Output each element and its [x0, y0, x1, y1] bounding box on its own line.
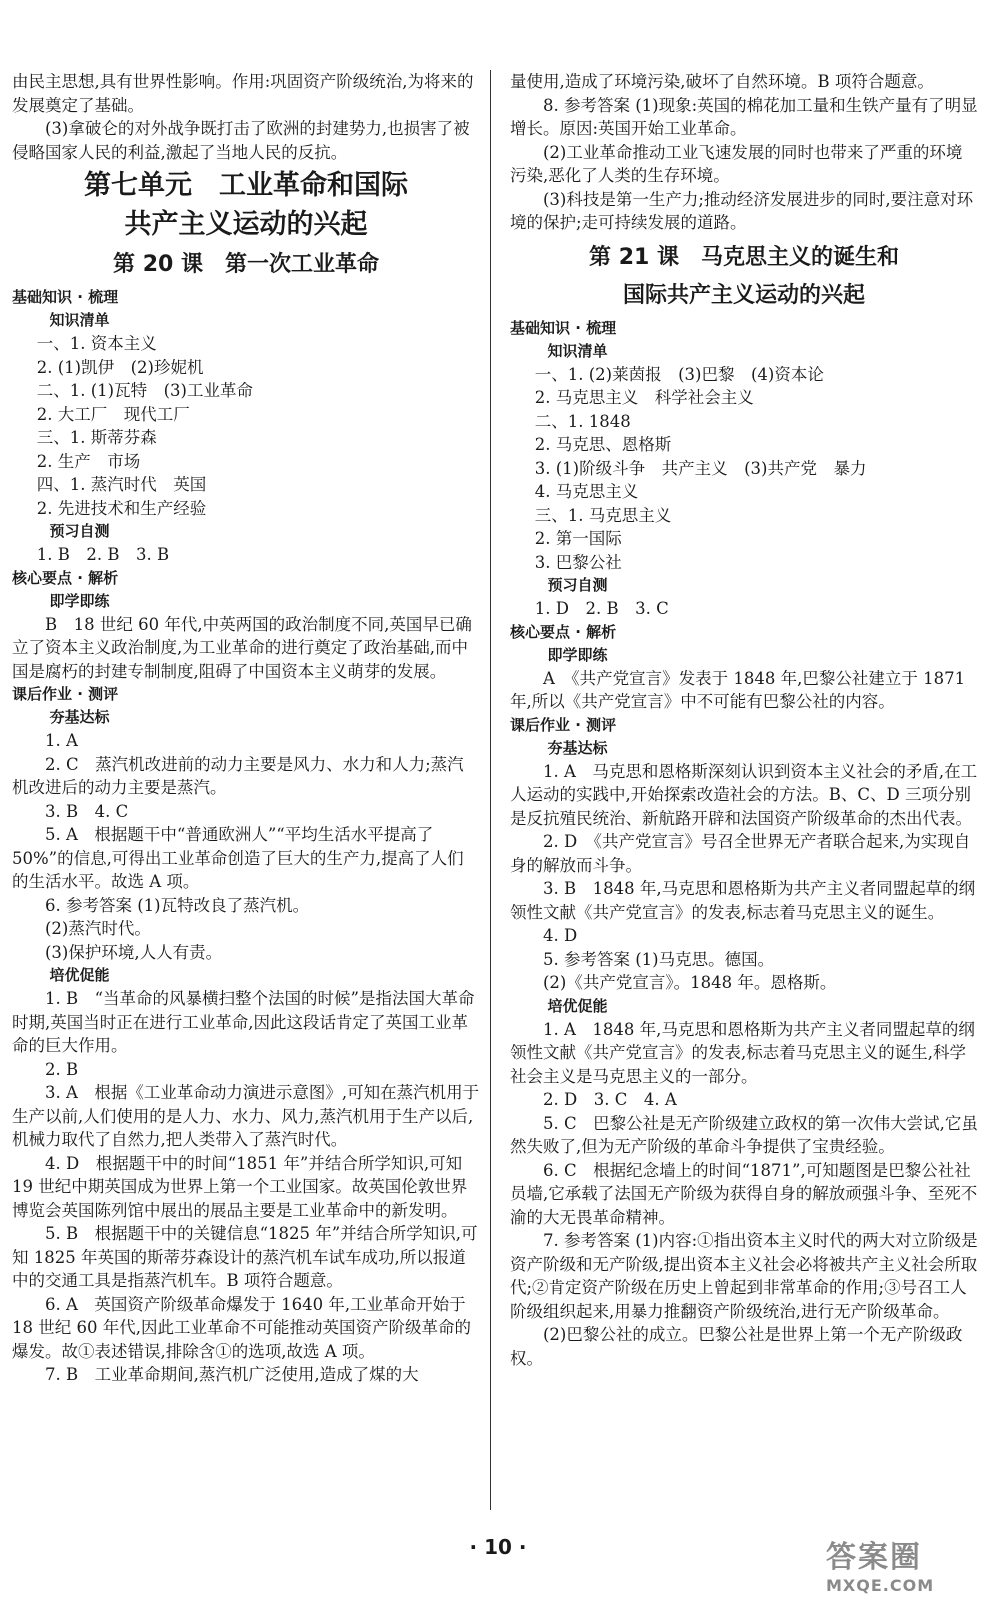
list-item: 二、1. (1)瓦特 (3)工业革命	[36, 381, 253, 400]
answer-paragraph: B 18 世纪 60 年代,中英两国的政治制度不同,英国早已确立了资本主义政治制度,为工业革命的进行奠定了政治基础,而中国是腐朽的封建专制制度,阻碍了中国资本主义萌芽的发展。	[12, 614, 472, 681]
list-item: 3. (1)阶级斗争 共产主义 (3)共产党 暴力	[534, 458, 867, 478]
answer-paragraph: 4. D 根据题干中的时间“1851 年”并结合所学知识,可知 19 世纪中期英国成为世界上第一个工业国家。故英国伦敦世界博览会英国陈列馆中展出的展品主要是工业革命中的新发明。	[12, 1153, 468, 1220]
answer-paragraph: (2)工业革命推动工业飞速发展的同时也带来了严重的环境污染,恶化了人类的生存环境。	[510, 142, 963, 185]
list-item: 1. B 2. B 3. B	[36, 545, 170, 564]
answer-paragraph: (3)拿破仑的对外战争既打击了欧洲的封建势力,也损害了被侵略国家人民的利益,激起了当地人民的反抗。	[12, 119, 470, 162]
subsection-heading: 培优促能	[49, 966, 110, 984]
unit-title: 共产主义运动的兴起	[124, 209, 368, 240]
list-item: 2. 生产 市场	[36, 451, 141, 471]
subsection-heading: 知识清单	[547, 341, 608, 360]
paragraph: 量使用,造成了环境污染,破坏了自然环境。B 项符合题意。	[510, 72, 934, 91]
answer-paragraph: 2. D 3. C 4. A	[543, 1090, 677, 1109]
answer-paragraph: 8. 参考答案 (1)现象:英国的棉花加工量和生铁产量有了明显增长。原因:英国开始工业革命。	[510, 95, 978, 138]
answer-paragraph: 5. B 根据题干中的关键信息“1825 年”并结合所学知识,可知 1825 年英国的斯蒂芬森设计的蒸汽机车试车成功,所以报道中的交通工具是指蒸汽机车。B 项符合题意。	[12, 1224, 478, 1290]
answer-paragraph: 1. A 马克思和恩格斯深刻认识到资本主义社会的矛盾,在工人运动的实践中,开始探索改造社会的方法。B、C、D 三项分别是反抗殖民统治、新航路开辟和法国资产阶级革命的杰出代表。	[510, 761, 978, 828]
right-column	[510, 70, 978, 1510]
section-heading: 基础知识 · 梳理	[510, 318, 617, 337]
subsection-heading: 培优促能	[547, 996, 608, 1015]
answer-paragraph: 6. 参考答案 (1)瓦特改良了蒸汽机。	[45, 895, 310, 915]
answer-paragraph: 3. B 1848 年,马克思和恩格斯为共产主义者同盟起草的纲领性文献《共产党宣言》的发表,标志着马克思主义的诞生。	[510, 879, 976, 922]
subsection-heading: 即学即练	[547, 645, 608, 664]
answer-paragraph: 5. 参考答案 (1)马克思。德国。	[543, 949, 775, 969]
answer-paragraph: 1. B “当革命的风暴横扫整个法国的时候”是指法国大革命时期,英国当时正在进行工业革命,因此这段话肯定了英国工业革命的巨大作用。	[12, 989, 475, 1055]
list-item: 三、1. 斯蒂芬森	[36, 428, 157, 447]
section-heading: 课后作业 · 测评	[12, 685, 119, 703]
subsection-heading: 预习自测	[547, 576, 608, 594]
answer-paragraph: (2)《共产党宣言》。1848 年。恩格斯。	[543, 973, 837, 992]
page-number: · 10 ·	[469, 1535, 527, 1559]
subsection-heading: 即学即练	[49, 591, 110, 610]
answer-paragraph: (2)蒸汽时代。	[45, 919, 151, 938]
subsection-heading: 夯基达标	[547, 738, 608, 757]
answer-paragraph: (2)巴黎公社的成立。巴黎公社是世界上第一个无产阶级政权。	[510, 1325, 963, 1368]
subsection-heading: 夯基达标	[49, 708, 110, 726]
answer-paragraph: (3)保护环境,人人有责。	[45, 942, 223, 962]
subsection-heading: 预习自测	[49, 522, 110, 540]
answer-paragraph: 5. A 根据题干中“普通欧洲人”“平均生活水平提高了 50%”的信息,可得出工业革命创造了巨大的生产力,提高了人们的生活水平。故选 A 项。	[12, 825, 464, 891]
left-column	[12, 70, 480, 1510]
section-heading: 基础知识 · 梳理	[12, 288, 119, 306]
list-item: 2. 马克思、恩格斯	[534, 435, 672, 454]
watermark-site-text: MXQE.COM	[826, 1576, 935, 1595]
answer-paragraph: 6. C 根据纪念墙上的时间“1871”,可知题图是巴黎公社社员墙,它承载了法国无产阶级为获得自身的解放顽强斗争、至死不渝的大无畏革命精神。	[510, 1160, 978, 1227]
answer-paragraph: 5. C 巴黎公社是无产阶级建立政权的第一次伟大尝试,它虽然失败了,但为无产阶级的革命斗争提供了宝贵经验。	[510, 1113, 978, 1156]
list-item: 一、1. 资本主义	[36, 334, 157, 353]
answer-paragraph: 2. C 蒸汽机改进前的动力主要是风力、水力和人力;蒸汽机改进后的动力主要是蒸汽。	[12, 754, 464, 797]
list-item: 4. 马克思主义	[534, 482, 639, 501]
list-item: 2. 第一国际	[534, 529, 622, 548]
answer-paragraph: 3. A 根据《工业革命动力演进示意图》,可知在蒸汽机用于生产以前,人们使用的是人力、水力、风力,蒸汽机用于生产以后,机械力取代了自然力,把人类带入了蒸汽时代。	[12, 1083, 480, 1149]
answer-paragraph: 2. B	[45, 1059, 79, 1079]
lesson-title: 第 20 课 第一次工业革命	[113, 252, 379, 277]
list-item: 2. 马克思主义 科学社会主义	[534, 388, 754, 407]
answer-paragraph: 1. A 1848 年,马克思和恩格斯为共产主义者同盟起草的纲领性文献《共产党宣言》的发表,标志着马克思主义的诞生,科学社会主义是马克思主义的一部分。	[510, 1019, 975, 1086]
section-heading: 核心要点 · 解析	[510, 622, 617, 641]
answer-paragraph: (3)科技是第一生产力;推动经济发展进步的同时,要注意对环境的保护;走可持续发展的道路。	[510, 189, 974, 232]
section-heading: 核心要点 · 解析	[12, 568, 119, 587]
list-item: 2. (1)凯伊 (2)珍妮机	[36, 357, 204, 377]
answer-paragraph: 1. A	[45, 731, 78, 750]
list-item: 2. 先进技术和生产经验	[36, 498, 207, 518]
answer-paragraph: A 《共产党宣言》发表于 1848 年,巴黎公社建立于 1871 年,所以《共产党宣言》中不可能有巴黎公社的内容。	[510, 668, 966, 711]
list-item: 2. 大工厂 现代工厂	[36, 404, 190, 424]
list-item: 二、1. 1848	[534, 411, 631, 431]
paragraph: 由民主思想,具有世界性影响。作用:巩固资产阶级统治,为将来的发展奠定了基础。	[12, 72, 474, 115]
answer-paragraph: 3. B 4. C	[45, 801, 129, 821]
list-item: 1. D 2. B 3. C	[534, 599, 669, 618]
answer-paragraph: 4. D	[543, 926, 578, 945]
answer-paragraph: 7. B 工业革命期间,蒸汽机广泛使用,造成了煤的大	[45, 1365, 419, 1384]
answer-paragraph: 6. A 英国资产阶级革命爆发于 1640 年,工业革命开始于 18 世纪 60 年代,因此工业革命不可能推动英国资产阶级革命的爆发。故①表述错误,排除含①的选项,故选 A 项。	[12, 1294, 471, 1361]
watermark-logo-text: 答案圈	[826, 1540, 922, 1575]
answer-paragraph: 2. D 《共产党宣言》号召全世界无产者联合起来,为实现自身的解放而斗争。	[510, 832, 971, 875]
answer-paragraph: 7. 参考答案 (1)内容:①指出资本主义时代的两大对立阶级是资产阶级和无产阶级,提出资本主义社会必将被共产主义社会所取代;②肯定资产阶级在历史上曾起到非常革命的作用;③号召工人阶级组织起来,用暴力推翻资产阶级统治,进行无产阶级革命。	[510, 1231, 978, 1321]
lesson-title: 国际共产主义运动的兴起	[622, 282, 865, 308]
section-heading: 课后作业 · 测评	[510, 715, 617, 734]
list-item: 3. 巴黎公社	[534, 552, 622, 572]
unit-title: 第七单元 工业革命和国际	[84, 170, 408, 201]
list-item: 四、1. 蒸汽时代 英国	[36, 475, 207, 494]
lesson-title: 第 21 课 马克思主义的诞生和	[589, 244, 899, 270]
list-item: 一、1. (2)莱茵报 (3)巴黎 (4)资本论	[534, 364, 824, 384]
watermark-logo	[826, 1532, 976, 1595]
list-item: 三、1. 马克思主义	[534, 505, 672, 525]
subsection-heading: 知识清单	[49, 311, 110, 329]
column-divider	[490, 70, 491, 1510]
